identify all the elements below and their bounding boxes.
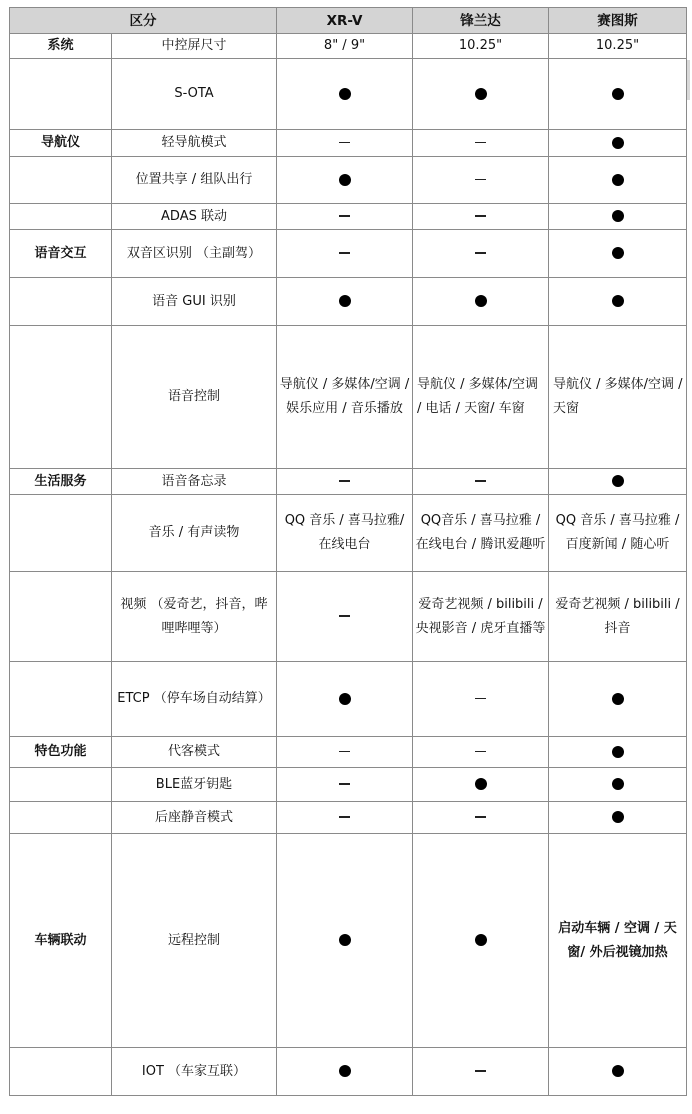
dash-icon	[475, 179, 486, 181]
filled-circle-icon	[612, 295, 624, 307]
filled-circle-icon	[475, 88, 487, 100]
value-text: 导航仪 / 多媒体/空调 / 娱乐应用 / 音乐播放	[279, 377, 410, 416]
value-cell	[277, 662, 413, 737]
value-cell	[549, 495, 687, 572]
value-text: 导航仪 / 多媒体/空调 / 电话 / 天窗/ 车窗	[417, 377, 539, 416]
value-cell	[549, 157, 687, 204]
category-cell	[10, 157, 112, 204]
header-model-frontlander: 锋兰达	[413, 8, 549, 34]
category-cell	[10, 572, 112, 662]
table-row	[10, 1048, 687, 1096]
value-cell	[549, 572, 687, 662]
dash-icon	[339, 252, 350, 254]
value-text: 爱奇艺视频 / bilibili / 抖音	[555, 596, 680, 636]
value-text: 8" / 9"	[323, 38, 366, 53]
table-row	[10, 802, 687, 834]
dash-icon	[475, 1070, 486, 1072]
value-cell	[277, 278, 413, 326]
value-cell	[277, 157, 413, 204]
filled-circle-icon	[612, 746, 624, 758]
value-cell	[549, 469, 687, 495]
dash-icon	[475, 698, 486, 700]
value-cell	[413, 204, 549, 230]
dash-icon	[475, 751, 486, 753]
feature-cell: ETCP （停车场自动结算）	[112, 662, 277, 737]
value-cell	[413, 326, 549, 469]
header-row	[10, 8, 687, 34]
category-cell: 系统	[10, 34, 112, 59]
value-cell	[413, 130, 549, 157]
value-cell	[277, 834, 413, 1048]
value-text: QQ 音乐 / 喜马拉雅/ 在线电台	[284, 513, 405, 552]
value-cell	[549, 662, 687, 737]
category-cell	[10, 495, 112, 572]
value-cell	[549, 768, 687, 802]
dash-icon	[475, 480, 486, 482]
filled-circle-icon	[475, 295, 487, 307]
value-cell	[413, 469, 549, 495]
dash-icon	[475, 215, 486, 217]
value-cell	[277, 802, 413, 834]
category-cell	[10, 278, 112, 326]
value-cell	[277, 130, 413, 157]
feature-cell: ADAS 联动	[112, 204, 277, 230]
table-row	[10, 469, 687, 495]
header-model-seltos: 赛图斯	[549, 8, 687, 34]
filled-circle-icon	[612, 88, 624, 100]
value-cell	[549, 34, 687, 59]
feature-cell: 后座静音模式	[112, 802, 277, 834]
dash-icon	[475, 816, 486, 818]
filled-circle-icon	[339, 934, 351, 946]
table-row	[10, 495, 687, 572]
table-row	[10, 130, 687, 157]
value-cell	[277, 326, 413, 469]
feature-cell: 中控屏尺寸	[112, 34, 277, 59]
category-cell: 车辆联动	[10, 834, 112, 1048]
table-row	[10, 204, 687, 230]
value-cell	[549, 130, 687, 157]
table-body	[10, 34, 687, 1096]
category-cell: 导航仪	[10, 130, 112, 157]
value-cell	[549, 59, 687, 130]
filled-circle-icon	[612, 174, 624, 186]
value-cell	[549, 278, 687, 326]
edge-artifact	[687, 60, 690, 100]
category-cell: 生活服务	[10, 469, 112, 495]
value-cell	[277, 737, 413, 768]
category-cell	[10, 662, 112, 737]
table-header	[10, 8, 687, 34]
value-cell	[277, 230, 413, 278]
feature-cell: BLE蓝牙钥匙	[112, 768, 277, 802]
value-cell	[549, 802, 687, 834]
value-cell	[413, 278, 549, 326]
value-cell	[549, 834, 687, 1048]
filled-circle-icon	[612, 137, 624, 149]
dash-icon	[339, 480, 350, 482]
value-cell	[549, 326, 687, 469]
dash-icon	[339, 783, 350, 785]
table-row	[10, 230, 687, 278]
feature-cell: 轻导航模式	[112, 130, 277, 157]
feature-cell: 语音 GUI 识别	[112, 278, 277, 326]
value-cell	[413, 157, 549, 204]
value-cell	[549, 230, 687, 278]
value-cell	[277, 59, 413, 130]
filled-circle-icon	[339, 693, 351, 705]
dash-icon	[475, 142, 486, 144]
filled-circle-icon	[612, 811, 624, 823]
feature-cell: 双音区识别 （主副驾）	[112, 230, 277, 278]
value-text: 10.25"	[595, 38, 640, 53]
value-cell	[413, 230, 549, 278]
value-text: QQ音乐 / 喜马拉雅 / 在线电台 / 腾讯爱趣听	[415, 513, 546, 552]
feature-cell: 语音控制	[112, 326, 277, 469]
value-text: 导航仪 / 多媒体/空调 / 天窗	[553, 377, 683, 416]
category-cell	[10, 59, 112, 130]
table-row	[10, 278, 687, 326]
feature-cell: IOT （车家互联）	[112, 1048, 277, 1096]
dash-icon	[339, 751, 350, 753]
category-cell	[10, 802, 112, 834]
filled-circle-icon	[612, 1065, 624, 1077]
value-cell	[277, 204, 413, 230]
table-row	[10, 834, 687, 1048]
table-row	[10, 768, 687, 802]
table-row	[10, 662, 687, 737]
value-cell	[413, 1048, 549, 1096]
category-cell	[10, 326, 112, 469]
header-model-xrv: XR-V	[277, 8, 413, 34]
filled-circle-icon	[339, 88, 351, 100]
value-cell	[277, 469, 413, 495]
table-row	[10, 326, 687, 469]
value-cell	[413, 737, 549, 768]
value-cell	[413, 59, 549, 130]
value-text: 爱奇艺视频 / bilibili / 央视影音 / 虎牙直播等	[415, 596, 546, 636]
feature-cell: 音乐 / 有声读物	[112, 495, 277, 572]
value-cell	[277, 1048, 413, 1096]
value-cell	[277, 495, 413, 572]
dash-icon	[339, 215, 350, 217]
filled-circle-icon	[612, 693, 624, 705]
table-row	[10, 737, 687, 768]
filled-circle-icon	[475, 778, 487, 790]
value-cell	[413, 662, 549, 737]
filled-circle-icon	[339, 1065, 351, 1077]
value-cell	[277, 768, 413, 802]
category-cell: 语音交互	[10, 230, 112, 278]
value-cell	[549, 204, 687, 230]
value-cell	[413, 34, 549, 59]
feature-cell: 语音备忘录	[112, 469, 277, 495]
feature-cell: S-OTA	[112, 59, 277, 130]
value-cell	[413, 495, 549, 572]
value-text: 启动车辆 / 空调 / 天窗/ 外后视镜加热	[558, 920, 677, 960]
feature-cell: 位置共享 / 组队出行	[112, 157, 277, 204]
value-cell	[549, 1048, 687, 1096]
filled-circle-icon	[339, 295, 351, 307]
value-cell	[413, 572, 549, 662]
table-row	[10, 34, 687, 59]
value-cell	[413, 802, 549, 834]
dash-icon	[339, 615, 350, 617]
table-row	[10, 157, 687, 204]
comparison-table	[9, 7, 687, 1096]
value-cell	[413, 768, 549, 802]
feature-cell: 视频 （爱奇艺，抖音，哔哩哔哩等）	[112, 572, 277, 662]
filled-circle-icon	[612, 210, 624, 222]
feature-cell: 远程控制	[112, 834, 277, 1048]
filled-circle-icon	[612, 247, 624, 259]
dash-icon	[339, 816, 350, 818]
value-text: 10.25"	[458, 38, 503, 53]
dash-icon	[475, 252, 486, 254]
feature-cell: 代客模式	[112, 737, 277, 768]
header-category: 区分	[10, 8, 277, 34]
value-text: QQ 音乐 / 喜马拉雅 / 百度新闻 / 随心听	[555, 513, 680, 552]
filled-circle-icon	[339, 174, 351, 186]
category-cell: 特色功能	[10, 737, 112, 768]
category-cell	[10, 204, 112, 230]
category-cell	[10, 768, 112, 802]
filled-circle-icon	[612, 475, 624, 487]
table-row	[10, 59, 687, 130]
filled-circle-icon	[475, 934, 487, 946]
value-cell	[413, 834, 549, 1048]
value-cell	[549, 737, 687, 768]
category-cell	[10, 1048, 112, 1096]
value-cell	[277, 572, 413, 662]
filled-circle-icon	[612, 778, 624, 790]
value-cell	[277, 34, 413, 59]
table-row	[10, 572, 687, 662]
dash-icon	[339, 142, 350, 144]
